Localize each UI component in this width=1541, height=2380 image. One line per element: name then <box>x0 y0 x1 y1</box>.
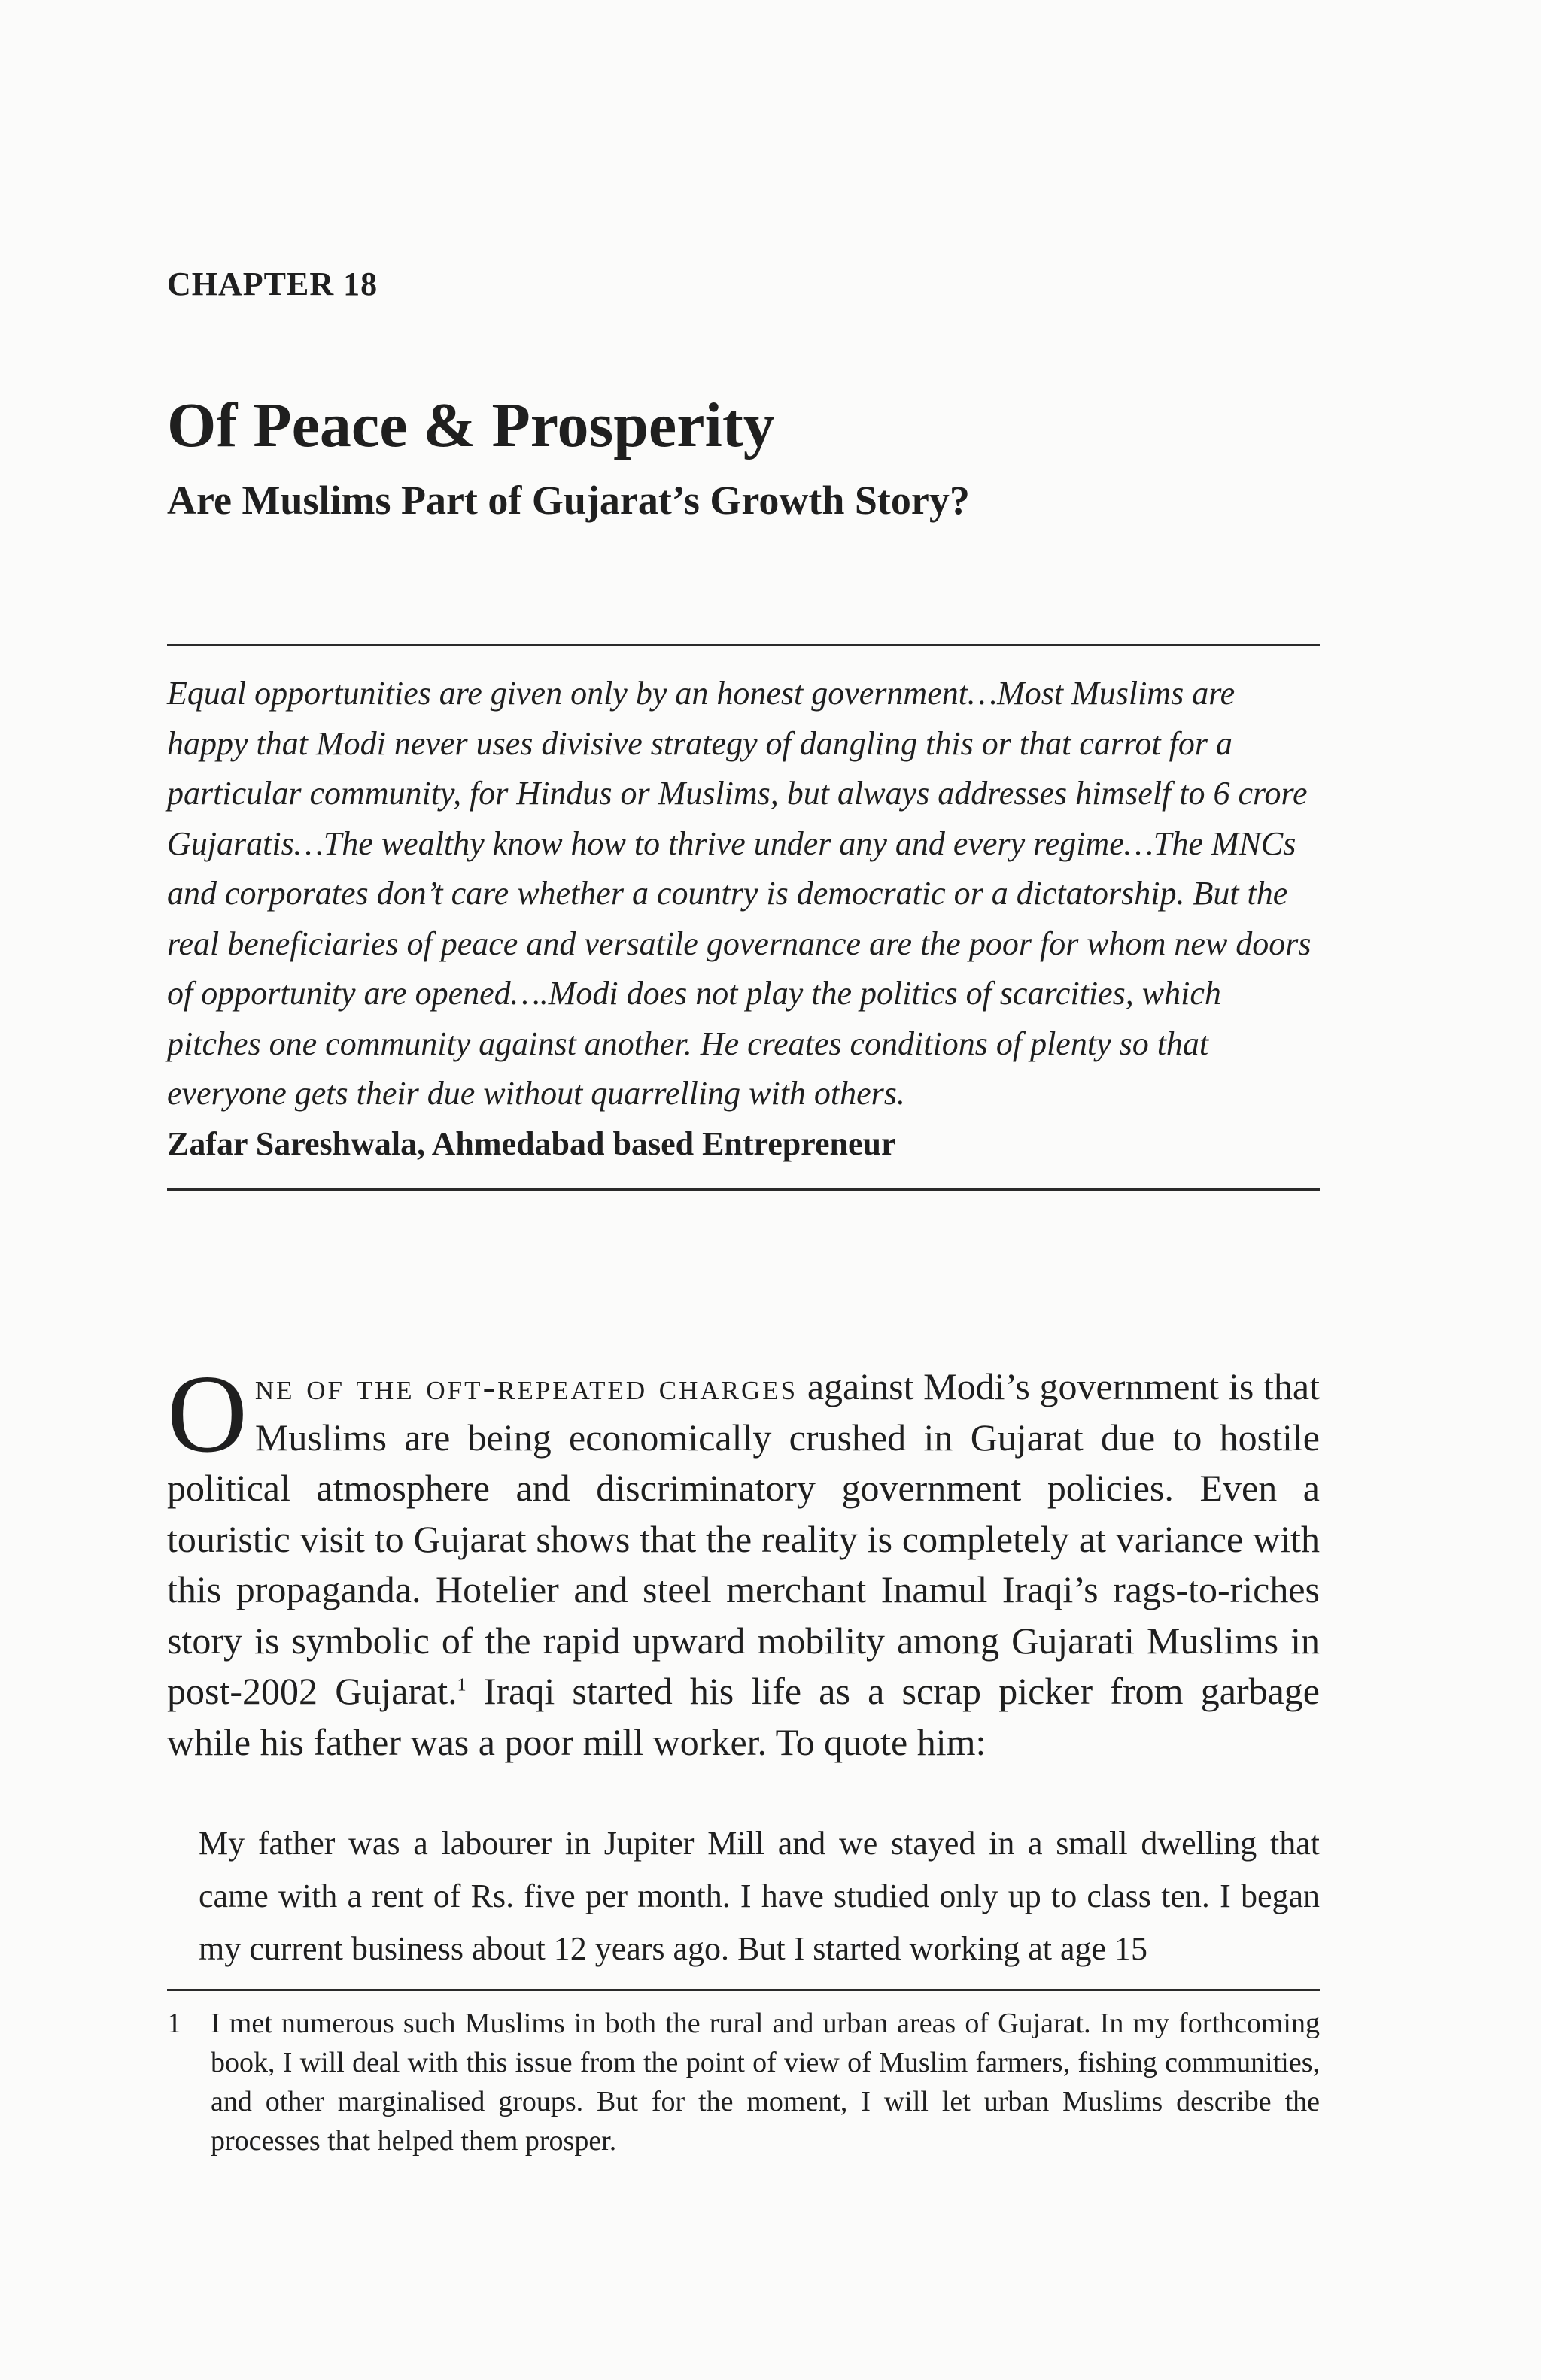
smallcaps-lead: ne of the oft-repeated charges <box>254 1365 798 1407</box>
body-text-part2: Iraqi started his life as a scrap picker from garbage while his father was a poor mill worker. To quote him: <box>167 1670 1320 1763</box>
footnote-text: I met numerous such Muslims in both the rural and urban areas of Gujarat. In my forthcoming book, I will deal with this issue from the point of view of Muslim farmers, fishing communities, and other marginalised groups. But for the moment, I will let urban Muslims describe the processes that helped them prosper. <box>211 2008 1320 2157</box>
footnote-reference[interactable]: 1 <box>457 1675 467 1695</box>
epigraph <box>167 644 1320 1191</box>
body-text-part1: against Modi’s government is that Muslims are being economically crushed in Gujarat due to hostile political atmosphere and discriminatory government policies. Even a touristic visit to Gujarat shows that the reality is completely at variance with this propaganda. Hotelier and steel merchant Inamul Iraqi’s rags-to-riches story is symbolic of the rapid upward mobility among Gujarati Muslims in post-2002 Gujarat. <box>167 1365 1320 1712</box>
footnote <box>167 2004 1320 2160</box>
chapter-label: CHAPTER 18 <box>167 266 378 302</box>
body-paragraph <box>167 1352 1320 1768</box>
block-quote: My father was a labourer in Jupiter Mill and we stayed in a small dwelling that came with a rent of Rs. five per month. I have studied only up to class ten. I began my current business about 12 years ago. But I started working at age 15 <box>199 1825 1320 1967</box>
epigraph-text: Equal opportunities are given only by an honest government…Most Muslims are happy that Modi never uses divisive strategy of dangling this or that carrot for a particular community, for Hindus or Muslims, but always addresses himself to 6 crore Gujaratis…The wealthy know how to thrive under any and every regime…The MNCs and corporates don’t care whether a country is democratic or a dictatorship. But the real beneficiaries of peace and versatile governance are the poor for whom new doors of opportunity are opened….Modi does not play the politics of scarcities, which pitches one community against another. He creates conditions of plenty so that everyone gets their due without quarrelling with others. <box>167 675 1312 1112</box>
epigraph-attribution: Zafar Sareshwala, Ahmedabad based Entrepreneur <box>167 1125 896 1162</box>
footnote-number: 1 <box>167 2008 181 2039</box>
chapter-title: Of Peace & Prosperity <box>167 390 775 460</box>
footnote-divider <box>167 1989 1320 1991</box>
drop-cap: O <box>167 1352 248 1476</box>
chapter-subtitle: Are Muslims Part of Gujarat’s Growth Story? <box>167 478 970 523</box>
